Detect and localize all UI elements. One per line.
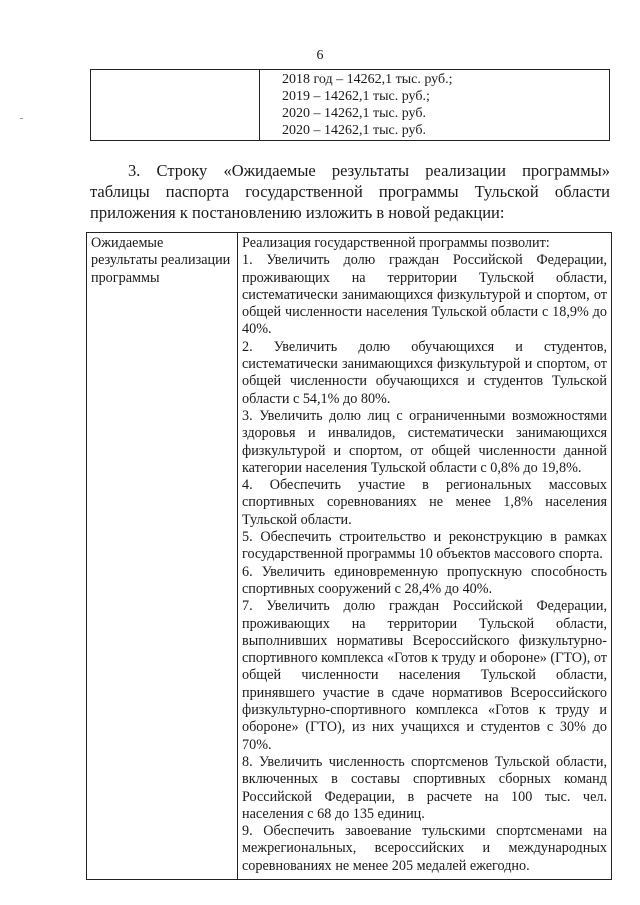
page-number: 6: [316, 48, 324, 63]
margin-mark: [20, 118, 23, 119]
result-item: 6. Увеличить единовременную пропускную способность спортивных сооружений с 28,4% до 40%.: [242, 563, 607, 597]
funding-table-right-cell: [260, 70, 610, 141]
table-row: [91, 70, 610, 141]
result-item: 8. Увеличить численность спортсменов Тульской области, включенных в составы спортивных сборных команд Российской Федерации, в расчете на 100 тыс. чел. населения с 68 до 135 единиц.: [242, 753, 607, 822]
result-item: 7. Увеличить долю граждан Российской Федерации, проживающих на территории Тульской области, выполнивших нормативы Всероссийского физкультурно-спортивного комплекса «Готов к труду и обороне» (ГТО), от общей численности населения Тульской области, принявшего участие в сдаче нормативов Всероссийского физкультурно-спортивного комплекса «Готов к труду и обороне» (ГТО), из них учащихся и студентов с 30% до 70%.: [242, 598, 607, 753]
results-label-cell: Ожидаемые результаты реализации программы: [87, 233, 238, 880]
funding-table-left-cell: [91, 70, 260, 141]
result-item: 5. Обеспечить строительство и реконструкцию в рамках государственной программы 10 объектов массового спорта.: [242, 529, 607, 563]
funding-line: 2019 – 14262,1 тыс. руб.;: [282, 89, 430, 104]
results-content-cell: [238, 233, 612, 880]
results-table: [86, 232, 612, 880]
result-item: 9. Обеспечить завоевание тульскими спортсменами на межрегиональных, всероссийских и международных соревнованиях не менее 205 медалей ежегодно.: [242, 823, 607, 874]
funding-table: [90, 69, 610, 141]
result-item: 4. Обеспечить участие в региональных массовых спортивных соревнованиях не менее 1,8% населения Тульской области.: [242, 477, 607, 528]
result-item: 1. Увеличить долю граждан Российской Федерации, проживающих на территории Тульской области, систематически занимающихся физкультурой и спортом, от общей численности населения Тульской области с 18,9% до 40%.: [242, 252, 607, 338]
table-row: [87, 233, 612, 880]
funding-line: 2020 – 14262,1 тыс. руб.: [282, 123, 426, 138]
intro-paragraph: 3. Строку «Ожидаемые результаты реализации программы» таблицы паспорта государственной программы Тульской области приложения к постановлению изложить в новой редакции:: [90, 161, 610, 222]
funding-line: 2020 – 14262,1 тыс. руб.: [282, 106, 426, 121]
funding-line: 2018 год – 14262,1 тыс. руб.;: [282, 72, 453, 87]
results-heading: Реализация государственной программы позволит:: [242, 235, 550, 251]
result-item: 3. Увеличить долю лиц с ограниченными возможностями здоровья и инвалидов, систематически занимающихся физкультурой и спортом, от общей численности данной категории населения Тульской области с 0,8% до 19,8%.: [242, 407, 607, 476]
result-item: 2. Увеличить долю обучающихся и студентов, систематически занимающихся физкультурой и спортом, от общей численности обучающихся и студентов Тульской области с 54,1% до 80%.: [242, 338, 607, 407]
